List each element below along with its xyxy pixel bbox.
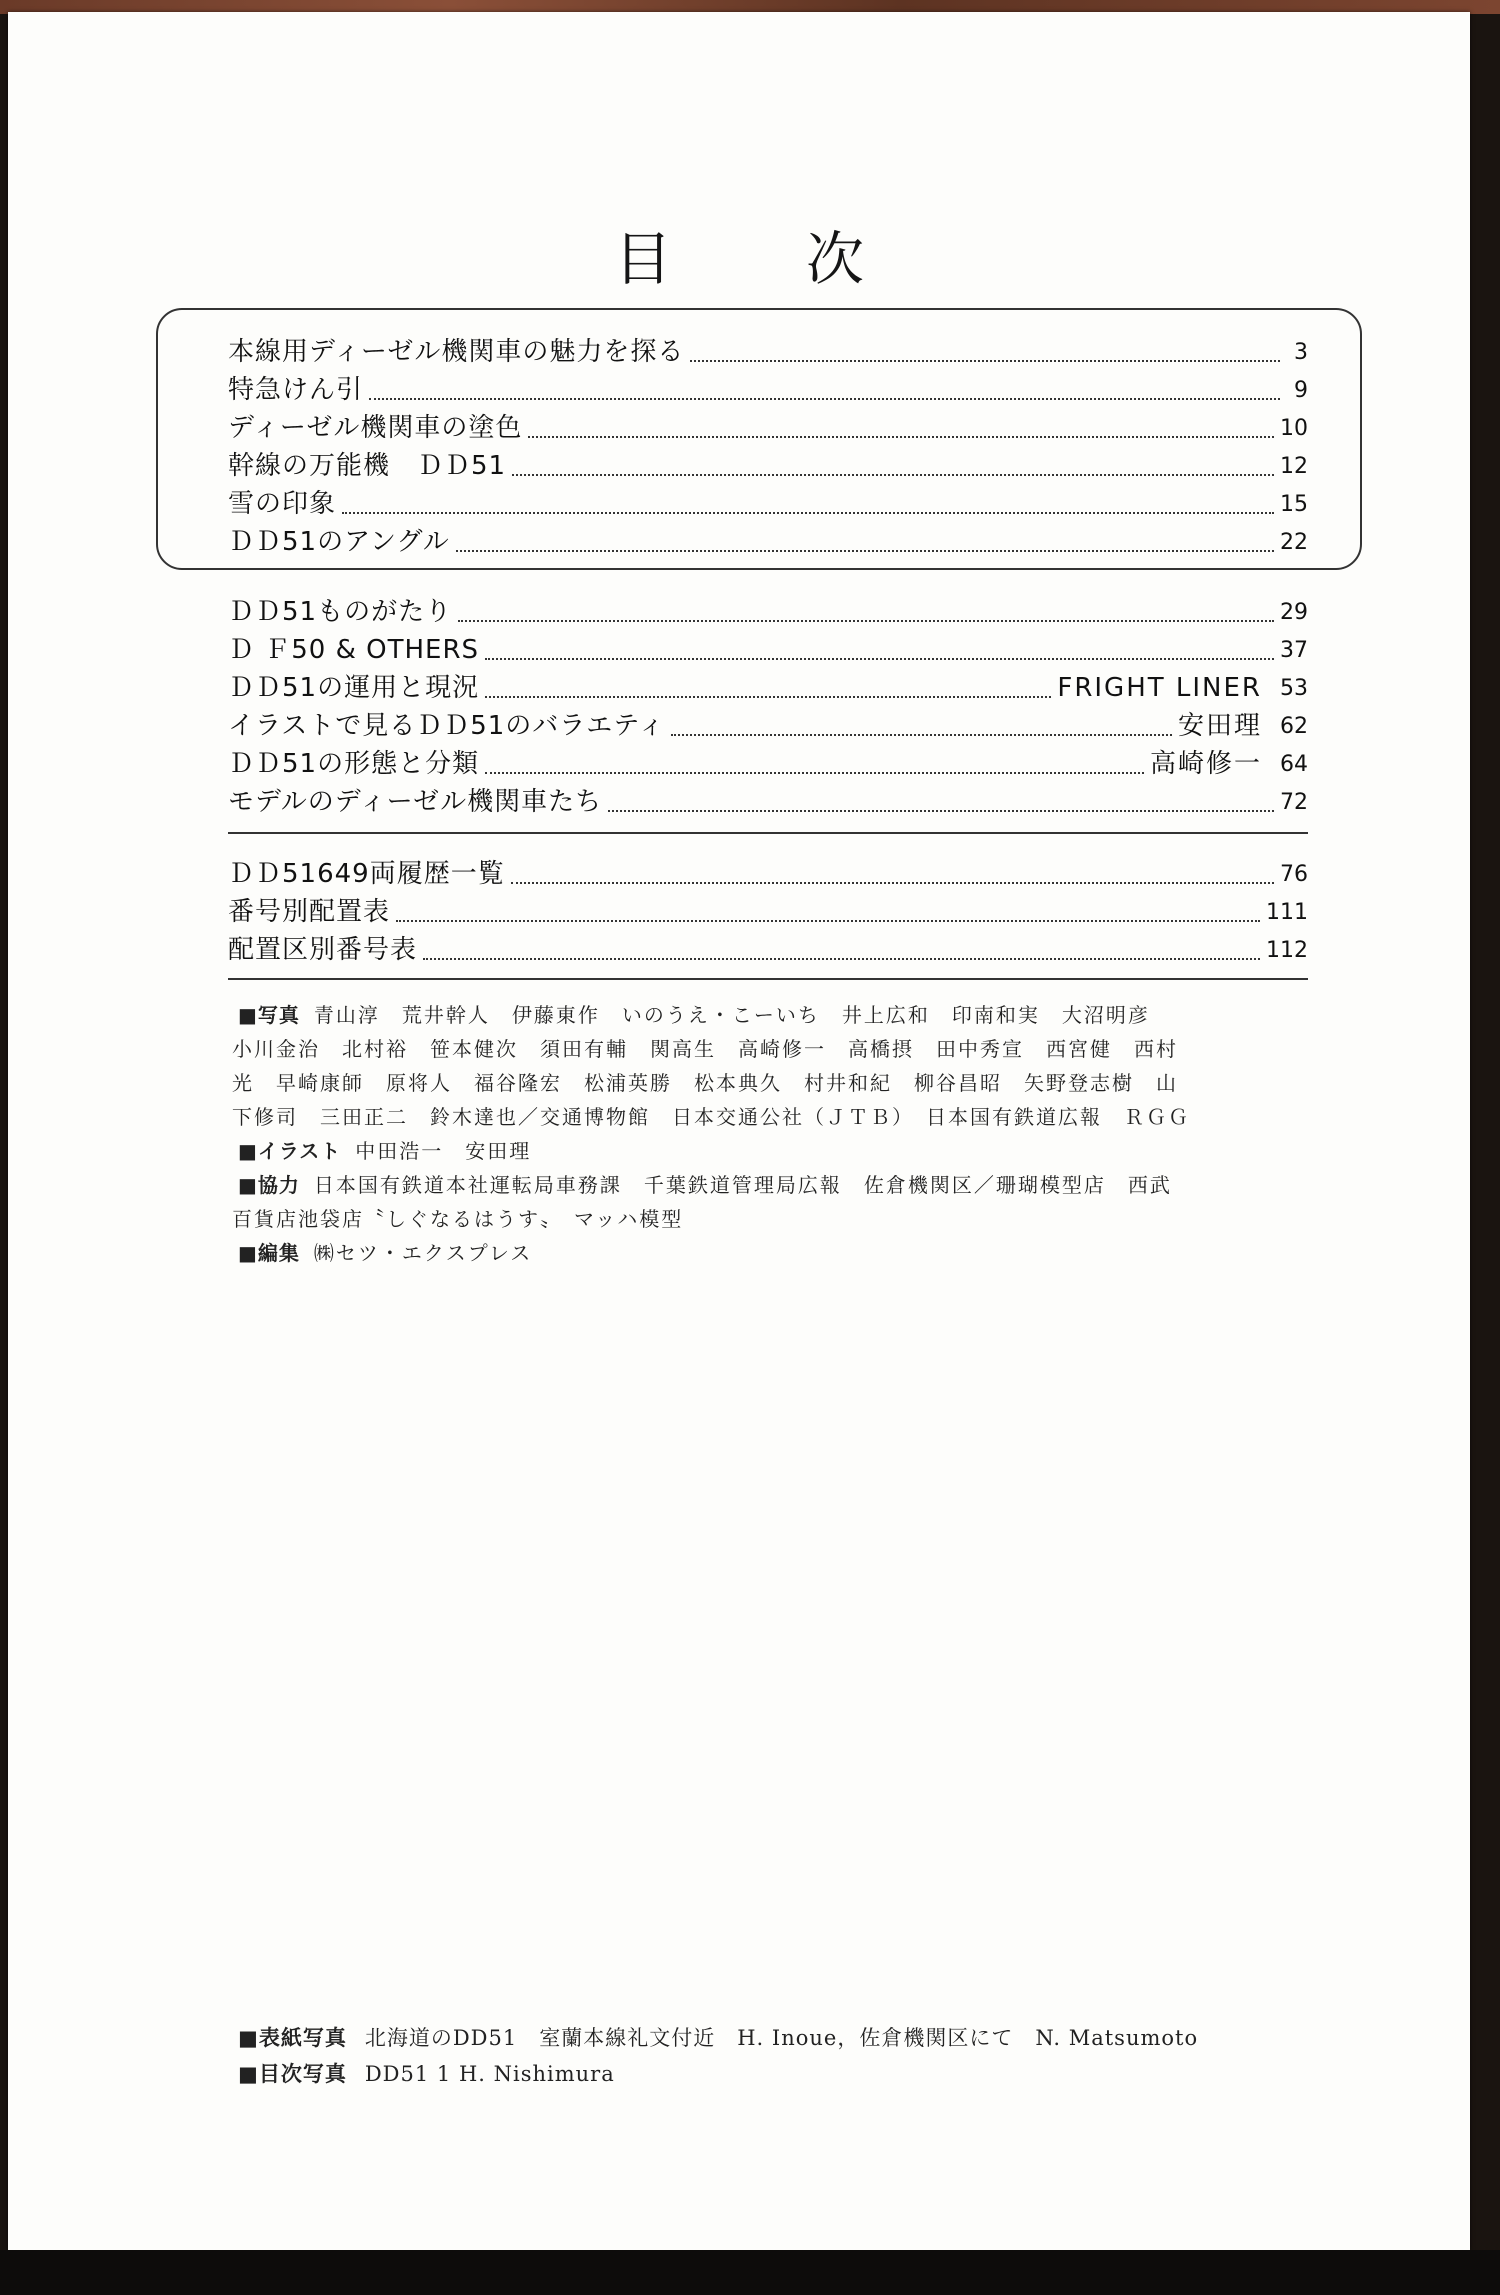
footer-toc-photo-text: DD51 1 H. Nishimura: [364, 2062, 615, 2086]
toc-author: 安田理: [1177, 711, 1262, 741]
credit-coop-label: ■協力: [238, 1173, 300, 1197]
credit-illust-names: 中田浩一 安田理: [355, 1139, 532, 1163]
toc-leader: [369, 398, 1280, 400]
toc-title: 特急けん引: [228, 375, 364, 405]
toc-author: FRIGHT LINER: [1057, 673, 1262, 703]
credit-edit-line: [238, 1236, 1318, 1270]
toc-page: 62: [1280, 714, 1308, 739]
toc-leader: [342, 512, 1274, 514]
footer-cover-photo: [238, 2022, 1388, 2052]
toc-leader: [690, 360, 1280, 362]
document-page: [8, 12, 1470, 2250]
toc-title: ＤＤ51の運用と現況: [228, 673, 480, 703]
toc-row[interactable]: [228, 448, 1308, 485]
toc-row[interactable]: [228, 894, 1308, 931]
section-divider: [228, 978, 1308, 980]
toc-row[interactable]: [228, 334, 1308, 371]
credit-edit-label: ■編集: [238, 1241, 300, 1265]
toc-page: 22: [1280, 530, 1308, 555]
credit-edit-names: ㈱セツ・エクスプレス: [313, 1241, 533, 1265]
toc-leader: [485, 772, 1144, 774]
toc-row[interactable]: [228, 632, 1308, 669]
footer-cover-text: 北海道のDD51 室蘭本線礼文付近 H. Inoue，佐倉機関区にて N. Matsumoto: [364, 2026, 1199, 2050]
credit-photo-line2: 小川金治 北村裕 笹本健次 須田有輔 関高生 高崎修一 高橋摂 田中秀宣 西宮健 西村: [232, 1037, 1178, 1061]
toc-page: 37: [1280, 638, 1308, 663]
toc-leader: [456, 550, 1274, 552]
toc-title: ＤＤ51ものがたり: [228, 597, 453, 627]
toc-page: 9: [1294, 378, 1308, 403]
toc-row[interactable]: [228, 746, 1308, 783]
toc-row[interactable]: [228, 932, 1308, 969]
toc-leader: [396, 920, 1260, 922]
toc-leader: [511, 882, 1274, 884]
toc-row[interactable]: [228, 670, 1308, 707]
credit-photo-line1: [238, 998, 1318, 1032]
toc-page: 29: [1280, 600, 1308, 625]
toc-title: 番号別配置表: [228, 897, 391, 927]
footer-toc-photo-label: ■目次写真: [238, 2062, 347, 2086]
toc-author: 高崎修一: [1149, 749, 1262, 779]
toc-leader: [485, 696, 1051, 698]
toc-leader: [423, 958, 1260, 960]
toc-row[interactable]: [228, 486, 1308, 523]
toc-page: 10: [1280, 416, 1308, 441]
toc-leader: [608, 810, 1274, 812]
toc-page: 53: [1280, 676, 1308, 701]
toc-title: モデルのディーゼル機関車たち: [228, 787, 603, 817]
toc-page: 72: [1280, 790, 1308, 815]
toc-page: 64: [1280, 752, 1308, 777]
toc-row[interactable]: [228, 856, 1308, 893]
credit-coop-line2: 百貨店池袋店〝しぐなるはうす〟 マッハ模型: [232, 1207, 684, 1231]
toc-leader: [671, 734, 1172, 736]
toc-title: 雪の印象: [228, 489, 337, 519]
toc-row[interactable]: [228, 372, 1308, 409]
toc-title: ＤＤ51649両履歴一覧: [228, 859, 505, 889]
toc-page: 12: [1280, 454, 1308, 479]
toc-title: ＤＤ51の形態と分類: [228, 749, 480, 779]
credit-photo-line4: 下修司 三田正二 鈴木達也／交通博物館 日本交通公社（ＪＴＢ） 日本国有鉄道広報 ＲＧＧ: [232, 1105, 1190, 1129]
footer-toc-photo: [238, 2058, 1388, 2088]
toc-leader: [458, 620, 1274, 622]
toc-page: 3: [1294, 340, 1308, 365]
page-bottom-edge: [0, 2250, 1500, 2295]
toc-title: イラストで見るＤＤ51のバラエティ: [228, 711, 666, 741]
credit-photo-names: 青山淳 荒井幹人 伊藤東作 いのうえ・こーいち 井上広和 印南和実 大沼明彦: [313, 1003, 1150, 1027]
credit-coop-line1: [238, 1168, 1318, 1202]
toc-row[interactable]: [228, 594, 1308, 631]
credit-illust-label: ■イラスト: [238, 1139, 342, 1163]
toc-leader: [512, 474, 1274, 476]
toc-page: 111: [1266, 900, 1308, 925]
credit-coop-names: 日本国有鉄道本社運転局車務課 千葉鉄道管理局広報 佐倉機関区／珊瑚模型店 西武: [313, 1173, 1172, 1197]
toc-page: 76: [1280, 862, 1308, 887]
toc-title: 配置区別番号表: [228, 935, 418, 965]
credit-illust-line: [238, 1134, 1318, 1168]
toc-leader: [485, 658, 1274, 660]
toc-title: 幹線の万能機 ＤＤ51: [228, 451, 507, 481]
section-divider: [228, 832, 1308, 834]
toc-row[interactable]: [228, 784, 1308, 821]
credits-block: [232, 998, 1318, 1270]
footer-cover-label: ■表紙写真: [238, 2026, 347, 2050]
credit-photo-line3: 光 早崎康師 原将人 福谷隆宏 松浦英勝 松本典久 村井和紀 柳谷昌昭 矢野登志樹 山: [232, 1071, 1178, 1095]
toc-row[interactable]: [228, 524, 1308, 561]
toc-page: 112: [1266, 938, 1308, 963]
toc-row[interactable]: [228, 708, 1308, 745]
toc-page: 15: [1280, 492, 1308, 517]
toc-row[interactable]: [228, 410, 1308, 447]
page-title: 目 次: [613, 225, 902, 293]
credit-photo-label: ■写真: [238, 1003, 300, 1027]
toc-title: Ｄ Ｆ50 & OTHERS: [228, 635, 480, 665]
toc-leader: [528, 436, 1274, 438]
toc-title: 本線用ディーゼル機関車の魅力を探る: [228, 337, 685, 367]
toc-title: ＤＤ51のアングル: [228, 527, 450, 557]
toc-title: ディーゼル機関車の塗色: [228, 413, 523, 443]
